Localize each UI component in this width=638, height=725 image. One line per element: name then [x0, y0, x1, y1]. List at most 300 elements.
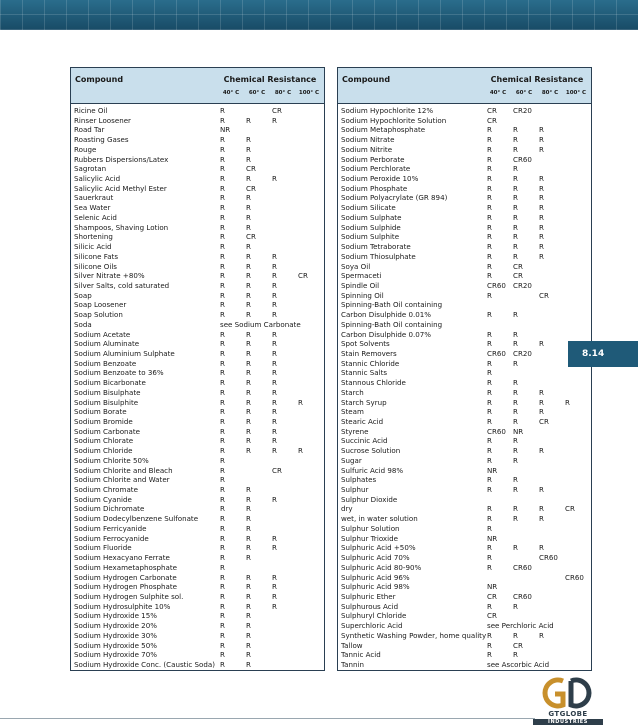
table-row [71, 174, 324, 184]
resistance-value [297, 660, 323, 670]
resistance-value: CR60 [487, 348, 506, 358]
resistance-value: R [272, 387, 277, 397]
resistance-value [245, 475, 271, 485]
resistance-value: R [220, 523, 225, 533]
compound-column-header: Compound [75, 75, 124, 84]
resistance-value [538, 116, 564, 126]
table-row [71, 543, 324, 553]
table-row [338, 407, 591, 417]
compound-name: Sodium Perborate [341, 154, 405, 164]
resistance-value [297, 524, 323, 534]
resistance-value [297, 203, 323, 213]
resistance-value: R [513, 397, 518, 407]
table-row [338, 339, 591, 349]
compound-name: Soap [74, 290, 92, 300]
compound-name: dry [341, 504, 353, 514]
compound-name: Sodium Hydroxide 20% [74, 621, 157, 631]
compound-name: Shampoos, Shaving Lotion [74, 222, 169, 232]
resistance-value [512, 495, 538, 505]
table-row [71, 320, 324, 330]
resistance-value: R [513, 251, 518, 261]
resistance-value: R [487, 417, 492, 426]
resistance-value: R [246, 348, 251, 358]
resistance-value: CR60 [513, 562, 532, 572]
resistance-value: R [298, 397, 303, 407]
table-row [338, 514, 591, 524]
table-row [71, 232, 324, 242]
compound-name: Starch Syrup [341, 397, 387, 407]
resistance-value: CR [272, 465, 282, 475]
compound-name: Sodium Hydroxide 30% [74, 630, 157, 640]
resistance-value [271, 660, 297, 670]
resistance-value: R [487, 446, 492, 456]
resistance-value: R [272, 310, 277, 320]
resistance-value: R [272, 407, 277, 417]
resistance-value [564, 456, 590, 466]
resistance-value: CR [513, 271, 523, 281]
resistance-value [564, 650, 590, 660]
resistance-value: R [272, 368, 277, 378]
compound-name: Sauerkraut [74, 193, 114, 203]
resistance-value [297, 135, 323, 145]
resistance-value [512, 291, 538, 301]
temperature-headers [485, 90, 589, 96]
resistance-value [486, 300, 512, 310]
resistance-value: R [246, 135, 251, 145]
resistance-value [271, 232, 297, 242]
resistance-value: R [487, 242, 492, 252]
resistance-value: R [246, 446, 251, 456]
resistance-value [538, 349, 564, 359]
resistance-value: R [539, 222, 544, 232]
compound-name: Sulphuric Acid 96% [341, 572, 410, 582]
resistance-value [271, 504, 297, 514]
resistance-value [564, 310, 590, 320]
resistance-value [297, 407, 323, 417]
table-row [338, 125, 591, 135]
resistance-value: R [220, 582, 225, 592]
table-row [71, 155, 324, 165]
compound-name: Sulphuric Acid 98% [341, 582, 410, 592]
resistance-value: R [272, 543, 277, 553]
resistance-value [538, 602, 564, 612]
resistance-value [538, 368, 564, 378]
compound-name: Sodium Hydrogen Sulphite sol. [74, 591, 184, 601]
table-row [71, 553, 324, 563]
compound-name: Sodium Chlorate [74, 436, 134, 446]
table-row [71, 427, 324, 437]
resistance-value: R [487, 261, 492, 271]
resistance-value [512, 368, 538, 378]
resistance-value: R [246, 251, 251, 261]
compound-name: Sodium Tetraborate [341, 242, 411, 252]
resistance-value [538, 155, 564, 165]
resistance-value [564, 553, 590, 563]
resistance-value: R [487, 310, 492, 320]
resistance-value [297, 164, 323, 174]
compound-name: Starch [341, 387, 364, 397]
compound-name: Soap Solution [74, 310, 123, 320]
compound-name: Sulphur Trioxide [341, 533, 398, 543]
resistance-value: R [487, 640, 492, 650]
table-row [71, 125, 324, 135]
compound-name: Sodium Hexametaphosphate [74, 562, 178, 572]
resistance-value: R [246, 601, 251, 611]
resistance-value [297, 417, 323, 427]
table-row [338, 291, 591, 301]
table-row [71, 631, 324, 641]
resistance-value: R [220, 193, 225, 203]
resistance-value: R [487, 183, 492, 193]
table-row [338, 320, 591, 330]
resistance-value: R [539, 174, 544, 184]
resistance-value: R [272, 378, 277, 388]
table-row [71, 417, 324, 427]
resistance-value: R [246, 300, 251, 310]
resistance-value: R [272, 300, 277, 310]
table-row [338, 106, 591, 116]
compound-name: Tannic Acid [341, 650, 381, 660]
resistance-value: R [513, 212, 518, 222]
resistance-value: R [272, 436, 277, 446]
resistance-value: CR [487, 106, 497, 115]
temp-100: 100° C [298, 90, 320, 96]
resistance-value [297, 145, 323, 155]
resistance-value: R [487, 164, 492, 174]
resistance-value [297, 106, 323, 116]
resistance-value: R [487, 212, 492, 222]
resistance-value [512, 573, 538, 583]
resistance-value: R [246, 582, 251, 592]
table-row [338, 193, 591, 203]
resistance-value [271, 553, 297, 563]
resistance-value [271, 641, 297, 651]
resistance-value [564, 388, 590, 398]
resistance-value: R [246, 436, 251, 446]
compound-name: Sodium Silicate [341, 203, 396, 213]
compound-name: Sodium Hydroxide Conc. (Caustic Soda) [74, 659, 216, 669]
resistance-value: R [220, 650, 225, 660]
resistance-value: CR20 [513, 106, 532, 115]
compound-name: Sodium Sulphide [341, 222, 401, 232]
resistance-value [564, 193, 590, 203]
compound-name: Silicic Acid [74, 242, 112, 252]
resistance-value: R [539, 203, 544, 213]
compound-name: Synthetic Washing Powder, home quality [341, 630, 487, 640]
table-row [71, 164, 324, 174]
resistance-value [486, 495, 512, 505]
resistance-value [271, 184, 297, 194]
table-row [71, 271, 324, 281]
resistance-value: R [513, 475, 518, 485]
temp-40: 40° C [222, 90, 240, 96]
temp-100: 100° C [565, 90, 587, 96]
table-row [71, 242, 324, 252]
resistance-value: R [487, 174, 492, 184]
resistance-note: see Sodium Carbonate [220, 319, 301, 329]
resistance-value [297, 641, 323, 651]
resistance-value: R [513, 407, 518, 417]
table-row [338, 446, 591, 456]
resistance-value [564, 524, 590, 534]
resistance-value [538, 436, 564, 446]
resistance-value: R [513, 485, 518, 495]
resistance-value: CR20 [513, 348, 532, 358]
resistance-value [297, 262, 323, 272]
compound-name: Stannic Chloride [341, 358, 400, 368]
resistance-value [538, 592, 564, 602]
table-row [338, 203, 591, 213]
resistance-value [512, 300, 538, 310]
resistance-value [245, 106, 271, 116]
table-row [71, 641, 324, 651]
compound-name: Road Tar [74, 125, 105, 135]
page-number-tab: 8.14 [568, 341, 638, 367]
resistance-value [271, 164, 297, 174]
resistance-value [538, 456, 564, 466]
resistance-value [564, 116, 590, 126]
table-row [338, 417, 591, 427]
resistance-value: R [487, 543, 492, 553]
chemical-resistance-header: Chemical Resistance [223, 75, 317, 84]
resistance-value: R [246, 591, 251, 601]
resistance-value: R [220, 543, 225, 553]
resistance-value [512, 611, 538, 621]
resistance-value: R [246, 533, 251, 543]
table-row [71, 650, 324, 660]
resistance-value [486, 320, 512, 330]
compound-column-header: Compound [342, 75, 391, 84]
table-row [71, 281, 324, 291]
resistance-value [271, 621, 297, 631]
compound-name: Stannic Salts [341, 368, 388, 378]
resistance-value [538, 611, 564, 621]
table-row [71, 621, 324, 631]
resistance-value: R [513, 650, 518, 660]
temp-80: 80° C [274, 90, 292, 96]
resistance-value: R [539, 339, 544, 349]
table-row [71, 495, 324, 505]
table-row [71, 193, 324, 203]
resistance-value: R [513, 446, 518, 456]
resistance-value [538, 271, 564, 281]
compound-name: Sodium Hypochlorite Solution [341, 115, 447, 125]
compound-name: Sodium Nitrite [341, 144, 393, 154]
resistance-value [271, 456, 297, 466]
resistance-value [564, 164, 590, 174]
resistance-value [564, 125, 590, 135]
resistance-value [245, 563, 271, 573]
resistance-value [564, 155, 590, 165]
table-row [338, 223, 591, 233]
compound-name: Tannin [341, 659, 364, 669]
resistance-value [564, 106, 590, 116]
resistance-value: R [487, 290, 492, 300]
compound-name: Sodium Fluoride [74, 543, 132, 553]
table-row [71, 602, 324, 612]
resistance-value [564, 300, 590, 310]
resistance-value: R [272, 329, 277, 339]
logo-subtitle: INDUSTRIES [533, 719, 603, 725]
resistance-value: R [246, 339, 251, 349]
table-row [338, 650, 591, 660]
compound-name: Sodium Hexacyano Ferrate [74, 553, 170, 563]
resistance-value: R [513, 193, 518, 203]
resistance-value [564, 184, 590, 194]
compound-name: Sodium Hydroxide 50% [74, 640, 157, 650]
resistance-value [271, 611, 297, 621]
compound-name: Sea Water [74, 203, 111, 213]
resistance-value: R [220, 203, 225, 213]
resistance-value [564, 213, 590, 223]
resistance-value: R [220, 348, 225, 358]
resistance-table-left [70, 67, 325, 671]
resistance-value [297, 125, 323, 135]
table-row [71, 398, 324, 408]
resistance-value: CR60 [487, 426, 506, 436]
compound-name: Sagrotan [74, 164, 107, 174]
resistance-value: CR60 [565, 572, 584, 582]
compound-name: Sodium Hydroxide 70% [74, 650, 157, 660]
resistance-value [564, 368, 590, 378]
compound-name: Sodium Bromide [74, 417, 133, 426]
table-row [71, 223, 324, 233]
resistance-value [297, 193, 323, 203]
table-row [338, 388, 591, 398]
compound-name: Sodium Chloride [74, 446, 133, 456]
compound-name: Stannous Chloride [341, 378, 406, 388]
table-row [338, 232, 591, 242]
compound-name: Sodium Hydrogen Carbonate [74, 572, 177, 582]
compound-name: Selenic Acid [74, 212, 117, 222]
resistance-value: R [487, 504, 492, 514]
resistance-value [297, 621, 323, 631]
resistance-value [538, 300, 564, 310]
resistance-value: R [272, 290, 277, 300]
table-row [338, 281, 591, 291]
table-row [71, 660, 324, 670]
resistance-value [538, 650, 564, 660]
resistance-value [297, 592, 323, 602]
resistance-value: R [220, 514, 225, 524]
resistance-value [297, 427, 323, 437]
resistance-value [564, 436, 590, 446]
compound-name: Sodium Thiosulphate [341, 251, 416, 261]
table-row [71, 524, 324, 534]
compound-name: Roasting Gases [74, 135, 129, 145]
resistance-value: R [246, 630, 251, 640]
resistance-value: CR [539, 417, 549, 426]
resistance-value: R [220, 212, 225, 222]
resistance-value: R [220, 640, 225, 650]
compound-name: Sodium Polyacrylate (GR 894) [341, 193, 448, 203]
resistance-value: R [513, 144, 518, 154]
resistance-value: R [220, 659, 225, 669]
resistance-value [538, 320, 564, 330]
resistance-value: CR [487, 591, 497, 601]
resistance-value [564, 592, 590, 602]
table-row [71, 456, 324, 466]
resistance-value: R [246, 193, 251, 203]
resistance-value: R [513, 242, 518, 252]
resistance-value [564, 203, 590, 213]
resistance-value: R [513, 174, 518, 184]
resistance-value [564, 252, 590, 262]
compound-name: Spinning-Bath Oil containing [341, 300, 443, 310]
resistance-value: R [487, 368, 492, 378]
resistance-value: R [220, 465, 225, 475]
resistance-value [297, 174, 323, 184]
table-body [71, 106, 324, 670]
resistance-value: R [539, 135, 544, 145]
compound-name: Sulphurous Acid [341, 601, 399, 611]
resistance-value [271, 485, 297, 495]
resistance-value [271, 475, 297, 485]
resistance-value: R [487, 436, 492, 446]
resistance-value: R [220, 174, 225, 184]
resistance-value [512, 534, 538, 544]
resistance-value: R [220, 436, 225, 446]
resistance-value [271, 193, 297, 203]
resistance-value: CR [539, 290, 549, 300]
resistance-value [512, 553, 538, 563]
compound-name: Silicone Oils [74, 261, 117, 271]
resistance-value: R [246, 523, 251, 533]
compound-name: Silver Nitrate +80% [74, 271, 145, 281]
resistance-value: R [246, 659, 251, 669]
resistance-value [564, 475, 590, 485]
table-row [338, 135, 591, 145]
compound-name: Sodium Metaphosphate [341, 125, 426, 135]
resistance-value: R [220, 232, 225, 242]
resistance-value: R [272, 533, 277, 543]
resistance-value: R [539, 144, 544, 154]
table-row [338, 621, 591, 631]
table-row [338, 300, 591, 310]
table-row [71, 514, 324, 524]
resistance-value: R [539, 514, 544, 524]
resistance-value: R [246, 650, 251, 660]
resistance-value: R [272, 582, 277, 592]
compound-name: Sodium Acetate [74, 329, 131, 339]
resistance-value: CR [565, 504, 575, 514]
table-row [338, 116, 591, 126]
resistance-value: R [539, 251, 544, 261]
resistance-value: R [246, 310, 251, 320]
resistance-value: R [513, 232, 518, 242]
resistance-value [538, 573, 564, 583]
table-row [71, 504, 324, 514]
resistance-value: R [220, 601, 225, 611]
table-row [338, 485, 591, 495]
resistance-value: R [220, 329, 225, 339]
compound-name: Salicylic Acid Methyl Ester [74, 183, 167, 193]
resistance-value [271, 203, 297, 213]
resistance-value: R [272, 572, 277, 582]
resistance-value: R [272, 494, 277, 504]
table-row [71, 446, 324, 456]
resistance-value [297, 310, 323, 320]
temp-60: 60° C [515, 90, 533, 96]
resistance-value [538, 330, 564, 340]
table-row [71, 368, 324, 378]
table-row [71, 252, 324, 262]
resistance-value: R [513, 183, 518, 193]
resistance-value: R [539, 232, 544, 242]
table-row [338, 563, 591, 573]
resistance-value [564, 232, 590, 242]
resistance-value [564, 271, 590, 281]
